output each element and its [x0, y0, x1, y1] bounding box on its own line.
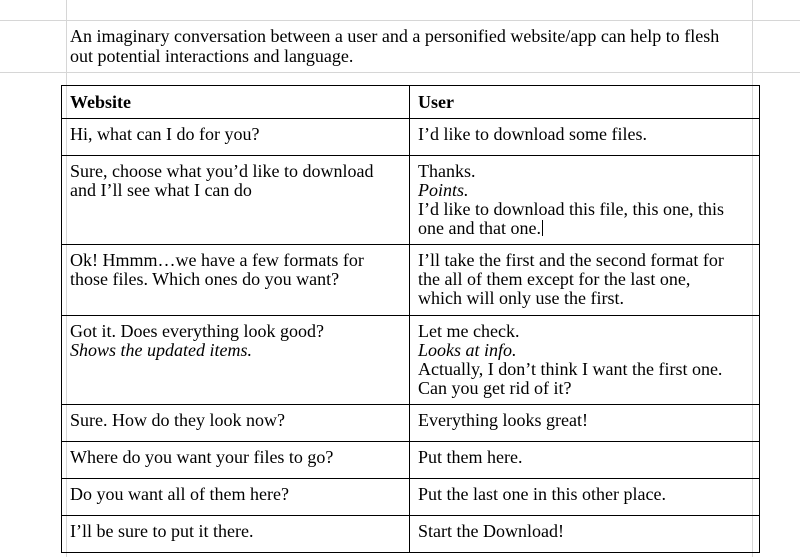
user-cell	[410, 516, 760, 553]
user-action-line: Looks at info.	[418, 340, 517, 360]
website-line: Ok! Hmmm…we have a few formats for	[70, 250, 364, 270]
website-cell	[62, 405, 410, 442]
website-cell	[62, 119, 410, 156]
user-action-line: Points.	[418, 180, 469, 200]
website-cell	[62, 156, 410, 245]
user-line: Let me check.	[418, 321, 520, 341]
user-line: Thanks.	[418, 161, 476, 181]
user-line: I’ll take the first and the second format for	[418, 250, 724, 270]
user-line: Everything looks great!	[418, 410, 588, 430]
website-line: Got it. Does everything look good?	[70, 321, 324, 341]
user-line: Put the last one in this other place.	[418, 484, 666, 504]
table-header-row	[62, 86, 760, 119]
website-cell	[62, 442, 410, 479]
website-line: I’ll be sure to put it there.	[70, 521, 254, 541]
user-line: Can you get rid of it?	[418, 378, 572, 398]
table-row	[62, 442, 760, 479]
table-row	[62, 405, 760, 442]
website-line: Sure. How do they look now?	[70, 410, 285, 430]
table-row	[62, 119, 760, 156]
user-line: one and that one.	[418, 218, 541, 238]
user-cell	[410, 119, 760, 156]
user-line: Actually, I don’t think I want the first one.	[418, 359, 723, 379]
page-margin-guide-intro	[0, 72, 800, 73]
user-cell	[410, 479, 760, 516]
page-margin-guide-top	[0, 20, 800, 21]
table-row	[62, 479, 760, 516]
website-line: Where do you want your files to go?	[70, 447, 334, 467]
table-row	[62, 156, 760, 245]
website-line: Sure, choose what you’d like to download	[70, 161, 374, 181]
text-cursor	[542, 220, 543, 236]
intro-line-2: out potential interactions and language.	[70, 46, 354, 66]
user-cell	[410, 442, 760, 479]
website-cell	[62, 316, 410, 405]
header-user: User	[410, 86, 760, 119]
website-action-line: Shows the updated items.	[70, 340, 252, 360]
user-cell	[410, 245, 760, 316]
user-cell[interactable]	[410, 156, 760, 245]
user-line-with-cursor	[418, 219, 751, 238]
header-website: Website	[62, 86, 410, 119]
table-row	[62, 516, 760, 553]
user-line: I’d like to download this file, this one, this	[418, 199, 724, 219]
table-row	[62, 245, 760, 316]
website-line: those files. Which ones do you want?	[70, 269, 340, 289]
user-cell	[410, 316, 760, 405]
user-line: Start the Download!	[418, 521, 564, 541]
user-line: I’d like to download some files.	[418, 124, 647, 144]
website-cell	[62, 245, 410, 316]
intro-line-1: An imaginary conversation between a user and a personified website/app can help to flesh	[70, 26, 720, 46]
website-line: and I’ll see what I can do	[70, 180, 252, 200]
intro-paragraph	[70, 26, 760, 66]
website-line: Do you want all of them here?	[70, 484, 289, 504]
website-cell	[62, 479, 410, 516]
table-row	[62, 316, 760, 405]
user-line: which will only use the first.	[418, 288, 624, 308]
website-line: Hi, what can I do for you?	[70, 124, 260, 144]
conversation-table	[61, 85, 760, 553]
user-cell	[410, 405, 760, 442]
user-line: Put them here.	[418, 447, 523, 467]
user-line: the all of them except for the last one,	[418, 269, 691, 289]
website-cell	[62, 516, 410, 553]
